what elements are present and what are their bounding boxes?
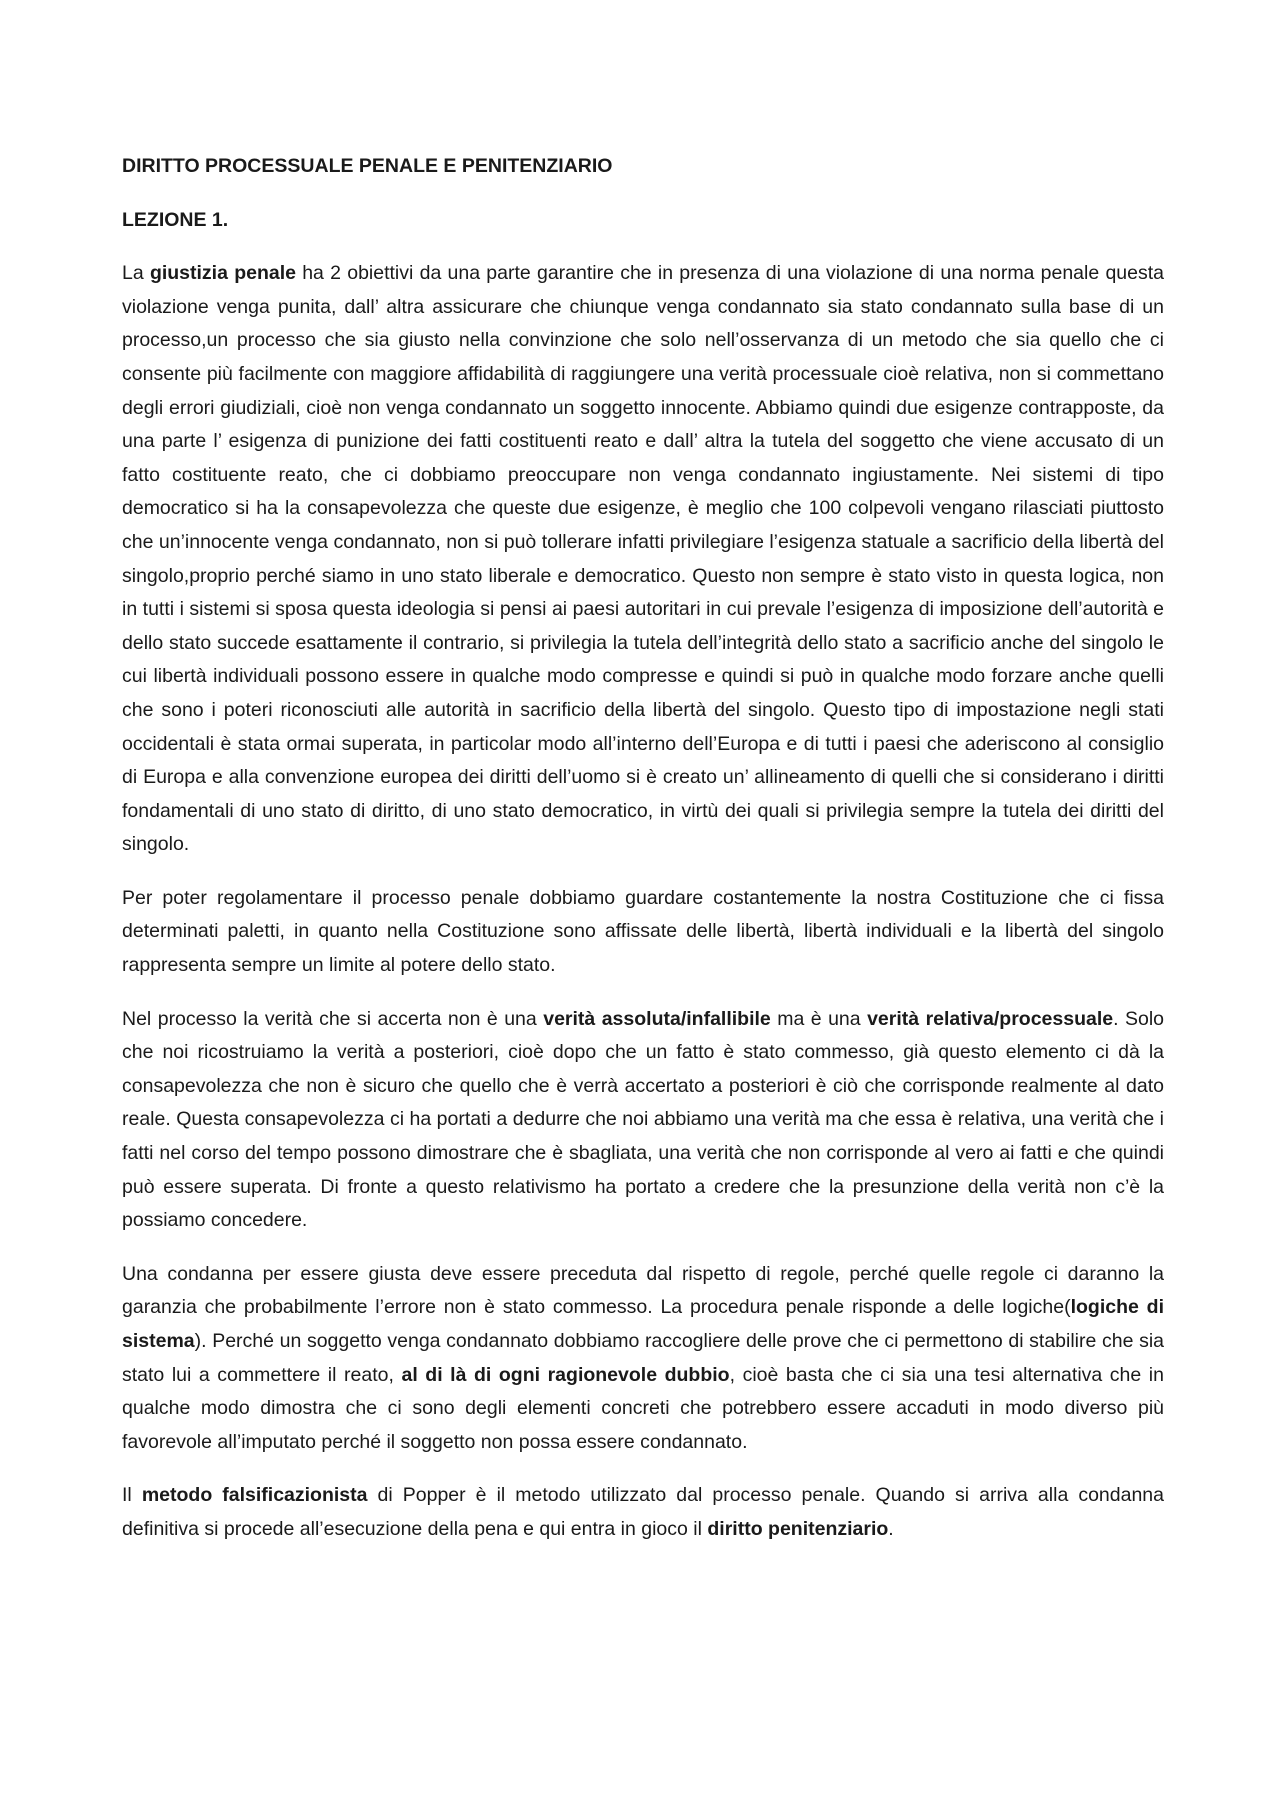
text-run: , cioè basta che ci sia una tesi alternativa che in qualche modo dimostra che ci sono degli elementi concreti che potrebbero essere accaduti in modo diverso più favorevole all’imputato perché il soggetto non possa essere condannato. — [122, 1363, 1164, 1453]
paragraph-5 — [122, 1479, 1164, 1546]
paragraph-1 — [122, 257, 1164, 862]
paragraph-4 — [122, 1258, 1164, 1460]
bold-text-run: metodo falsificazionista — [141, 1484, 368, 1507]
bold-text-run: verità assoluta/infallibile — [543, 1007, 771, 1030]
text-run: La — [122, 262, 150, 285]
text-run: . Solo che noi ricostruiamo la verità a posteriori, cioè dopo che un fatto è stato commesso, già questo elemento ci dà la consapevolezza che non è sicuro che quello che è verrà accertato a posteriori è ciò che corrisponde realmente al dato reale. Questa consapevolezza ci ha portati a dedurre che noi abbiamo una verità ma che essa è relativa, una verità che i fatti nel corso del tempo possono dimostrare che è sbagliata, una verità che non corrisponde al vero ai fatti e che quindi può essere superata. Di fronte a questo relativismo ha portato a credere che la presunzione della verità non c’è la possiamo concedere. — [122, 1007, 1165, 1232]
text-run: Il — [122, 1484, 142, 1507]
text-run: Per poter regolamentare il processo penale dobbiamo guardare costantemente la nostra Costituzione che ci fissa determinati paletti, in quanto nella Costituzione sono affissate delle libertà, libertà individuali e la libertà del singolo rappresenta sempre un limite al potere dello stato. — [122, 886, 1164, 977]
bold-text-run: logiche di sistema — [122, 1296, 1164, 1352]
document-title: DIRITTO PROCESSUALE PENALE E PENITENZIARIO — [122, 155, 613, 177]
bold-text-run: verità relativa/processuale — [867, 1007, 1114, 1030]
bold-text-run: giustizia penale — [149, 262, 296, 285]
lesson-heading: LEZIONE 1. — [122, 208, 229, 231]
text-run: Una condanna per essere giusta deve essere preceduta dal rispetto di regole, perché quelle regole ci daranno la garanzia che probabilmente l’errore non è stato commesso. La procedura penale risponde a delle logiche( — [122, 1262, 1164, 1319]
paragraph-3 — [122, 1003, 1164, 1238]
paragraph-2 — [122, 882, 1164, 983]
document-body — [122, 150, 1164, 1567]
text-run: ). Perché un soggetto venga condannato dobbiamo raccogliere delle prove che ci permettono di stabilire che sia stato lui a commettere il reato, — [122, 1330, 1164, 1386]
text-run: di Popper è il metodo utilizzato dal processo penale. Quando si arriva alla condanna definitiva si procede all’esecuzione della pena e qui entra in gioco il — [122, 1484, 1165, 1540]
text-run: . — [888, 1517, 894, 1540]
text-run: Nel processo la verità che si accerta non è una — [122, 1007, 544, 1030]
bold-text-run: diritto penitenziario — [707, 1517, 889, 1540]
text-run: ha 2 obiettivi da una parte garantire che in presenza di una violazione di una norma penale questa violazione venga punita, dall’ altra assicurare che chiunque venga condannato sia stato condannato sulla base di un processo,un processo che sia giusto nella convinzione che solo nell’osservanza di un metodo che sia quello che ci consente più facilmente con maggiore affidabilità di raggiungere una verità processuale cioè relativa, non si commettano degli errori giudiziali, cioè non venga condannato un soggetto innocente. Abbiamo quindi due esigenze contrapposte, da una parte l’ esigenza di punizione dei fatti costituenti reato e dall’ altra la tutela del soggetto che viene accusato di un fatto costituente reato, che ci dobbiamo preoccupare non venga condannato ingiustamente. Nei sistemi di tipo democratico si ha la consapevolezza che queste due esigenze, è meglio che 100 colpevoli vengano rilasciati piuttosto che un’innocente venga condannato, non si può tollerare infatti privilegiare l’esigenza statuale a sacrificio della libertà del singolo,proprio perché siamo in uno stato liberale e democratico. Questo non sempre è stato visto in questa logica, non in tutti i sistemi si sposa questa ideologia si pensi ai paesi autoritari in cui prevale l’esigenza di imposizione dell’autorità e dello stato succede esattamente il contrario, si privilegia la tutela dell’integrità dello stato a sacrificio anche del singolo le cui libertà individuali possono essere in qualche modo compresse e quindi si può in qualche modo forzare anche quelli che sono i poteri riconosciuti alle autorità in sacrificio della libertà del singolo. Questo tipo di impostazione negli stati occidentali è stata ormai superata, in particolar modo all’interno dell’Europa e di tutti i paesi che aderiscono al consiglio di Europa e alla convenzione europea dei diritti dell’uomo si è creato un’ allineamento di quelli che si considerano i diritti fondamentali di uno stato di diritto, di uno stato democratico, in virtù dei quali si privilegia sempre la tutela dei diritti del singolo. — [122, 262, 1164, 856]
bold-text-run: al di là di ogni ragionevole dubbio — [401, 1363, 730, 1386]
text-run: ma è una — [770, 1007, 868, 1030]
